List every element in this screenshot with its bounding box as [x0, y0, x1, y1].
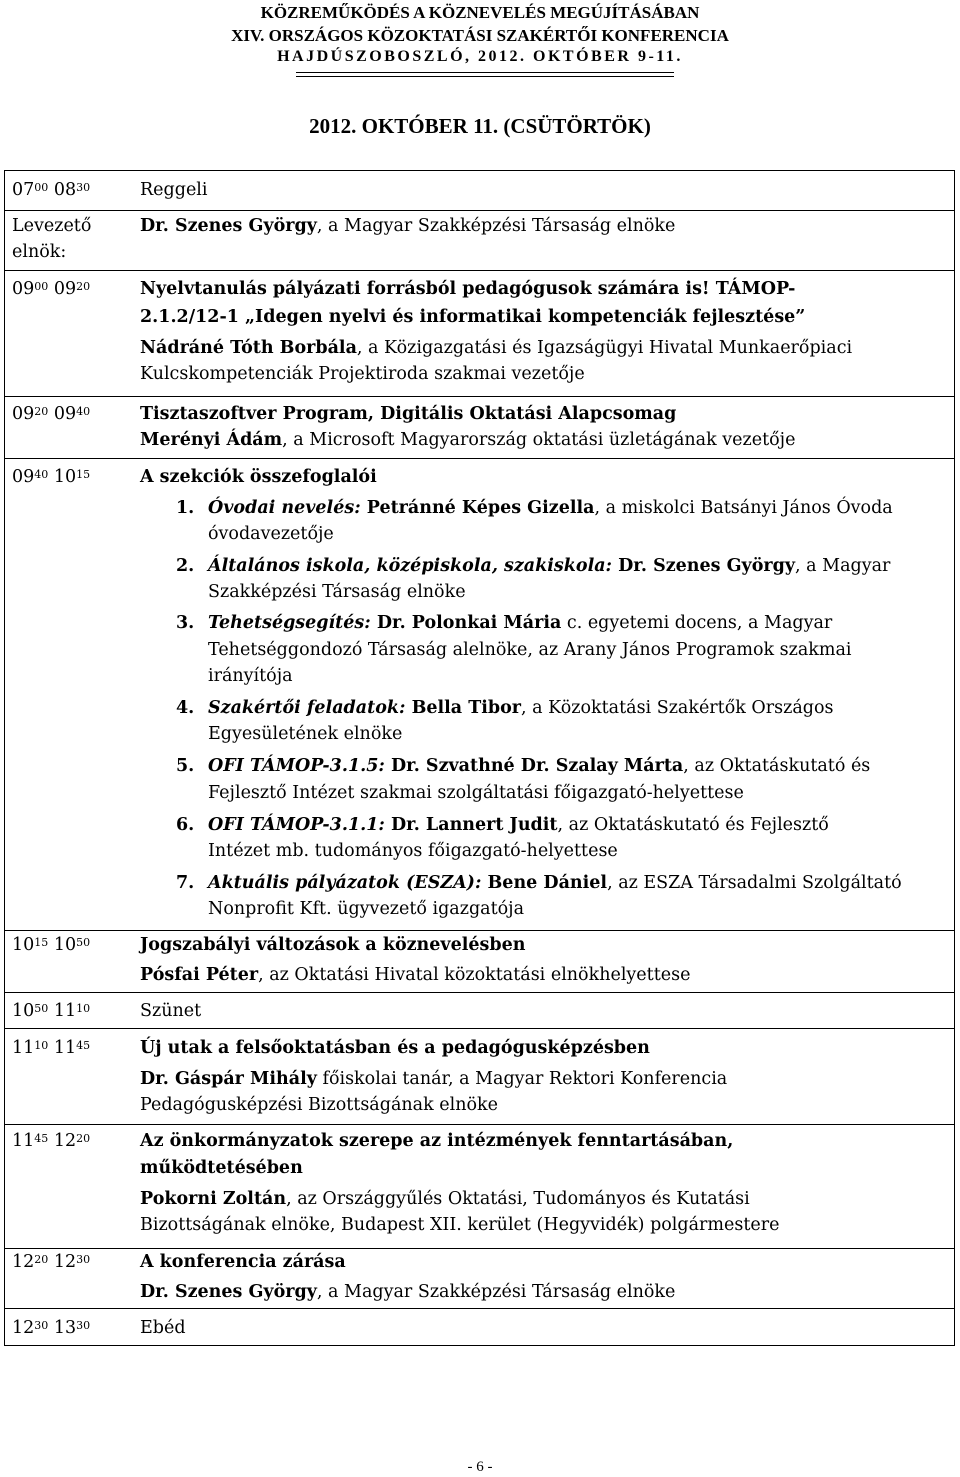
session-title: A szekciók összefoglalói	[140, 467, 377, 487]
session-title: A konferencia zárása	[140, 1252, 346, 1272]
session-title: Új utak a felsőoktatásban és a pedagógusképzésben	[140, 1038, 650, 1058]
list-item-cont: óvodavezetője	[208, 524, 334, 544]
time-slot: $09^{40}$ $10^{15}$	[12, 467, 91, 487]
session-title: Reggeli	[140, 180, 208, 200]
chair-label-cont: elnök:	[12, 242, 67, 262]
speaker-name: Dr. Szenes György	[140, 1282, 317, 1302]
session-title: Ebéd	[140, 1318, 186, 1338]
speaker-name: Pokorni Zoltán	[140, 1189, 287, 1209]
list-item-cont: Tehetséggondozó Társaság alelnöke, az Arany János Programok szakmai	[208, 640, 852, 660]
speaker-line: Merényi Ádám, a Microsoft Magyarország oktatási üzletágának vezetője	[140, 430, 796, 450]
list-item-cont: Intézet mb. tudományos főigazgató-helyettese	[208, 841, 618, 861]
speaker-line: Pósfai Péter, az Oktatási Hivatal közoktatási elnökhelyettese	[140, 965, 691, 985]
chair-line	[140, 214, 675, 238]
speaker-line: Pokorni Zoltán, az Országgyűlés Oktatási, Tudományos és Kutatási	[140, 1189, 750, 1209]
time-slot: $12^{30}$ $13^{30}$	[12, 1318, 91, 1338]
list-number: 6.	[176, 815, 195, 835]
speaker-line: Dr. Gáspár Mihály főiskolai tanár, a Magyar Rektori Konferencia	[140, 1069, 728, 1089]
list-item: Általános iskola, középiskola, szakiskola: Dr. Szenes György, a Magyar	[208, 556, 891, 576]
conference-subtitle: XIV. ORSZÁGOS KÖZOKTATÁSI SZAKÉRTŐI KONFERENCIA	[231, 26, 729, 45]
session-title: Az önkormányzatok szerepe az intézmények fenntartásában,	[140, 1131, 734, 1151]
time-slot: $10^{50}$ $11^{10}$	[12, 1001, 91, 1021]
page-number: - 6 -	[467, 1459, 493, 1475]
chair-name: Dr. Szenes György	[140, 216, 317, 236]
speaker-role-cont: Bizottságának elnöke, Budapest XII. kerület (Hegyvidék) polgármestere	[140, 1215, 780, 1235]
list-number: 7.	[176, 873, 195, 893]
session-title: Tisztaszoftver Program, Digitális Oktatási Alapcsomag	[140, 404, 677, 424]
list-number: 3.	[176, 613, 195, 633]
speaker-name: Dr. Gáspár Mihály	[140, 1069, 317, 1089]
time-slot: $10^{15}$ $10^{50}$	[12, 935, 91, 955]
speaker-name: Pósfai Péter	[140, 965, 259, 985]
chair-role: , a Magyar Szakképzési Társaság elnöke	[316, 216, 676, 236]
list-item-cont: Fejlesztő Intézet szakmai szolgáltatási főigazgató-helyettese	[208, 783, 744, 803]
list-item: Aktuális pályázatok (ESZA): Bene Dániel, az ESZA Társadalmi Szolgáltató	[208, 873, 902, 893]
conference-location-date: HAJDÚSZOBOSZLÓ, 2012. OKTÓBER 9-11.	[277, 48, 683, 65]
session-title: Nyelvtanulás pályázati forrásból pedagógusok számára is! TÁMOP-	[140, 279, 796, 299]
speaker-role-cont: Kulcskompetenciák Projektiroda szakmai vezetője	[140, 364, 585, 384]
time-slot: $09^{20}$ $09^{40}$	[12, 404, 91, 424]
speaker-line: Dr. Szenes György, a Magyar Szakképzési Társaság elnöke	[140, 1282, 676, 1302]
list-item-cont: Nonprofit Kft. ügyvezető igazgatója	[208, 899, 525, 919]
speaker-name: Nádráné Tóth Borbála	[140, 338, 357, 358]
list-item-cont: Szakképzési Társaság elnöke	[208, 582, 466, 602]
time-slot: $11^{10}$ $11^{45}$	[12, 1038, 91, 1058]
speaker-line: Nádráné Tóth Borbála, a Közigazgatási és Igazságügyi Hivatal Munkaerőpiaci	[140, 338, 853, 358]
time-slot: $12^{20}$ $12^{30}$	[12, 1252, 91, 1272]
speaker-role-cont: Pedagógusképzési Bizottságának elnöke	[140, 1095, 498, 1115]
list-number: 5.	[176, 756, 195, 776]
time-slot: $07^{00}$ $08^{30}$	[12, 180, 91, 200]
list-item: Óvodai nevelés: Petránné Képes Gizella, a miskolci Batsányi János Óvoda	[208, 498, 893, 518]
chair-label: Levezető	[12, 216, 92, 236]
list-number: 2.	[176, 556, 195, 576]
session-title: Jogszabályi változások a köznevelésben	[140, 935, 526, 955]
conference-title: KÖZREMŰKÖDÉS A KÖZNEVELÉS MEGÚJÍTÁSÁBAN	[260, 3, 700, 22]
header-rule-top	[296, 72, 674, 73]
list-number: 4.	[176, 698, 195, 718]
list-item: OFI TÁMOP-3.1.1: Dr. Lannert Judit, az Oktatáskutató és Fejlesztő	[208, 815, 829, 835]
header-rule-bottom	[296, 76, 674, 77]
list-item: Tehetségsegítés: Dr. Polonkai Mária c. egyetemi docens, a Magyar	[208, 613, 833, 633]
list-item: OFI TÁMOP-3.1.5: Dr. Szvathné Dr. Szalay Márta, az Oktatáskutató és	[208, 756, 871, 776]
session-title-cont: 2.1.2/12-1 „Idegen nyelvi és informatikai kompetenciák fejlesztése”	[140, 307, 806, 327]
day-title: 2012. OKTÓBER 11. (CSÜTÖRTÖK)	[309, 114, 651, 138]
list-item-cont: irányítója	[208, 666, 293, 686]
speaker-name: Merényi Ádám	[140, 430, 283, 450]
list-item: Szakértői feladatok: Bella Tibor, a Közoktatási Szakértők Országos	[208, 698, 834, 718]
time-slot: $09^{00}$ $09^{20}$	[12, 279, 91, 299]
session-title: Szünet	[140, 1001, 202, 1021]
list-number: 1.	[176, 498, 195, 518]
time-slot: $11^{45}$ $12^{20}$	[12, 1131, 91, 1151]
list-item-cont: Egyesületének elnöke	[208, 724, 403, 744]
session-title-cont: működtetésében	[140, 1158, 303, 1178]
